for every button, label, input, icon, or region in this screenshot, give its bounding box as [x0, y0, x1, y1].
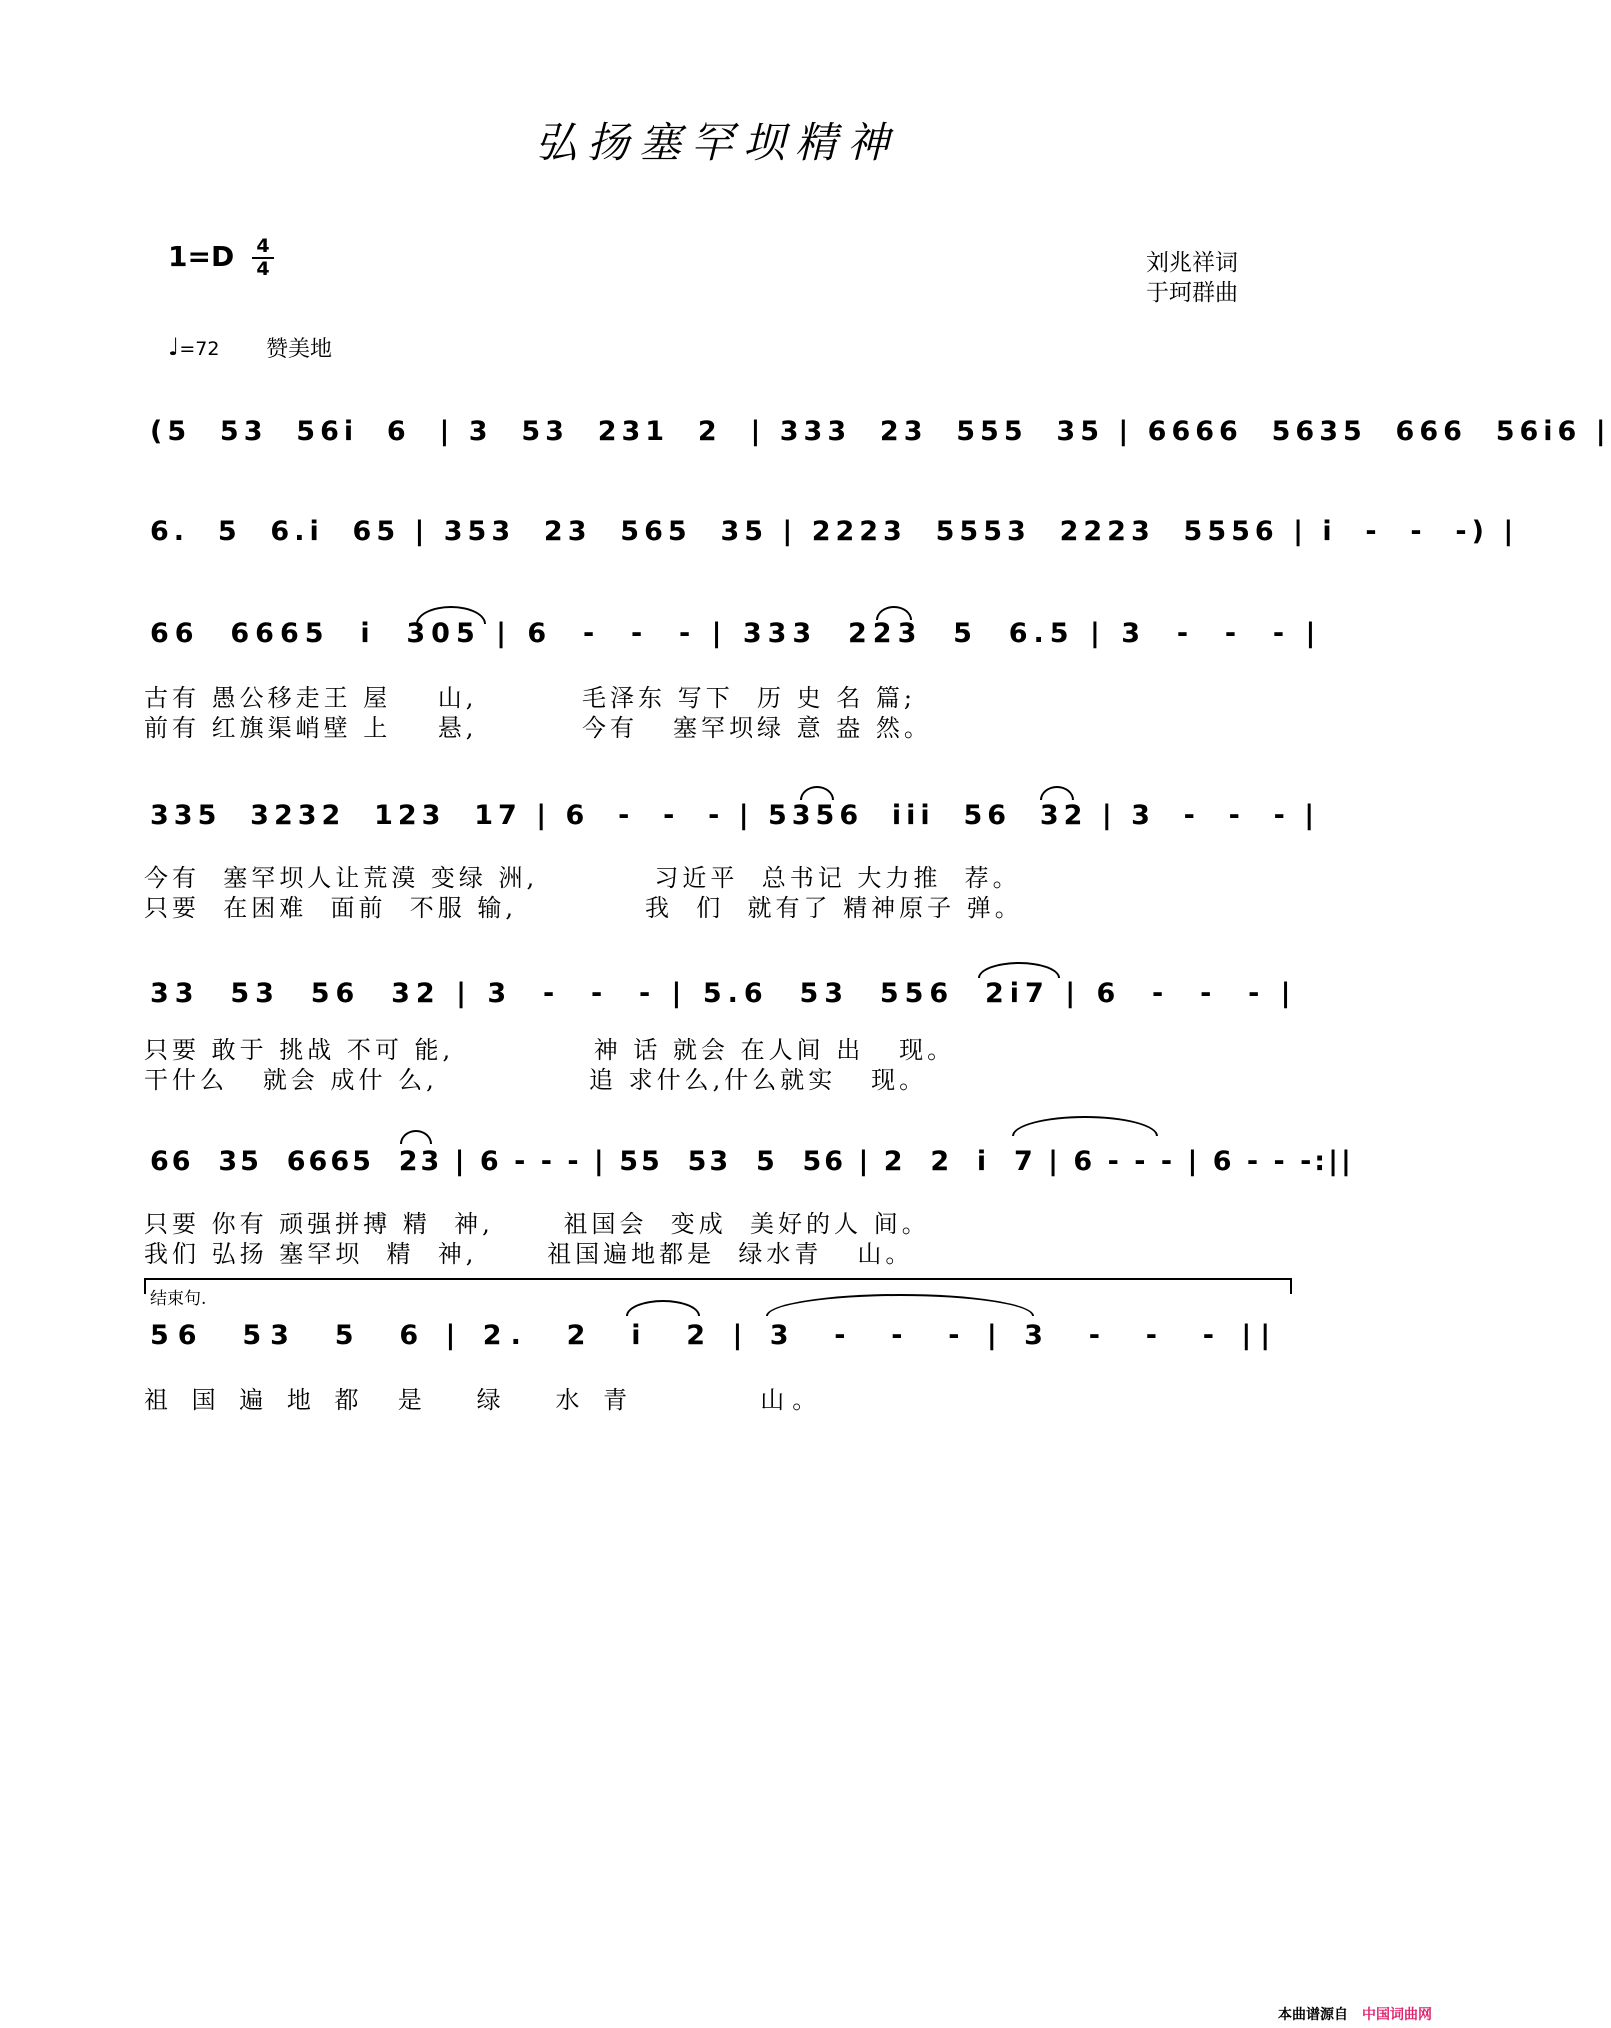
lyric-row-4-verse-1: 今有 塞罕坝人让荒漠 变绿 洲, 习近平 总书记 大力推 荐。: [144, 864, 1021, 892]
key-signature: 1=D: [168, 240, 235, 273]
composer: 于珂群曲: [1146, 280, 1238, 306]
notes-row-1: (5 53 56i 6 | 3 53 231 2 | 333 23 555 35 | 6666 5635 666 56i6 |: [150, 416, 1611, 447]
slur-row-3: [416, 606, 486, 624]
slur-row-6b: [1012, 1116, 1158, 1136]
ending-label: 结束句.: [150, 1289, 207, 1309]
notes-row-5: 33 53 56 32 | 3 - - - | 5.6 53 556 2i7 | 6 - - - |: [150, 978, 1297, 1009]
footer-source-label: 本曲谱源自: [1278, 2007, 1348, 2023]
slur-row-7a: [626, 1300, 700, 1316]
quarter-note-icon: ♩: [168, 333, 180, 361]
lyric-row-6-verse-2: 我们 弘扬 塞罕坝 精 神, 祖国遍地都是 绿水青 山。: [144, 1240, 914, 1268]
slur-row-4a: [800, 786, 834, 800]
time-signature-bottom: 4: [252, 257, 274, 280]
notes-row-2: 6. 5 6.i 65 | 353 23 565 35 | 2223 5553 2223 5556 | i - - -) |: [150, 516, 1519, 547]
song-title: 弘扬塞罕坝精神: [534, 118, 899, 167]
slur-row-4b: [1040, 786, 1074, 800]
ending-bracket: [144, 1278, 1292, 1294]
lyric-row-5-verse-1: 只要 敢于 挑战 不可 能, 神 话 就会 在人间 出 现。: [144, 1036, 956, 1064]
lyric-row-3-verse-2: 前有 红旗渠峭壁 上 悬, 今有 塞罕坝绿 意 盎 然。: [144, 714, 932, 742]
notes-row-6: 66 35 6665 23 | 6 - - - | 55 53 5 56 | 2 2 i 7 | 6 - - - | 6 - - -:||: [150, 1146, 1354, 1177]
lyricist: 刘兆祥词: [1146, 250, 1238, 276]
notes-row-4: 335 3232 123 17 | 6 - - - | 5356 iii 56 32 | 3 - - - |: [150, 800, 1320, 831]
lyric-row-3-verse-1: 古有 愚公移走王 屋 山, 毛泽东 写下 历 史 名 篇;: [144, 684, 916, 712]
lyric-row-4-verse-2: 只要 在困难 面前 不服 输, 我 们 就有了 精神原子 弹。: [144, 894, 1023, 922]
lyric-row-7: 祖 国 遍 地 都 是 绿 水 青 山。: [144, 1386, 825, 1414]
lyric-row-6-verse-1: 只要 你有 顽强拼搏 精 神, 祖国会 变成 美好的人 间。: [144, 1210, 930, 1238]
notes-row-3: 66 6665 i 305 | 6 - - - | 333 223 5 6.5 | 3 - - - |: [150, 618, 1322, 649]
slur-row-5: [978, 962, 1060, 978]
slur-row-6a: [400, 1130, 432, 1144]
slur-row-7b: [766, 1294, 1034, 1316]
footer-site-link[interactable]: 中国词曲网: [1362, 2007, 1432, 2023]
tempo-mark: [168, 333, 219, 361]
credits: [1146, 248, 1238, 308]
time-signature-top: 4: [256, 235, 270, 257]
expression-mark: 赞美地: [266, 337, 333, 362]
slur-row-3b: [876, 606, 912, 620]
notes-row-7: 56 53 5 6 | 2. 2 i 2 | 3 - - - | 3 - - - ||: [150, 1320, 1280, 1351]
tempo-value: =72: [179, 338, 220, 360]
time-signature: [252, 236, 274, 280]
lyric-row-5-verse-2: 干什么 就会 成什 么, 追 求什么,什么就实 现。: [144, 1066, 928, 1094]
